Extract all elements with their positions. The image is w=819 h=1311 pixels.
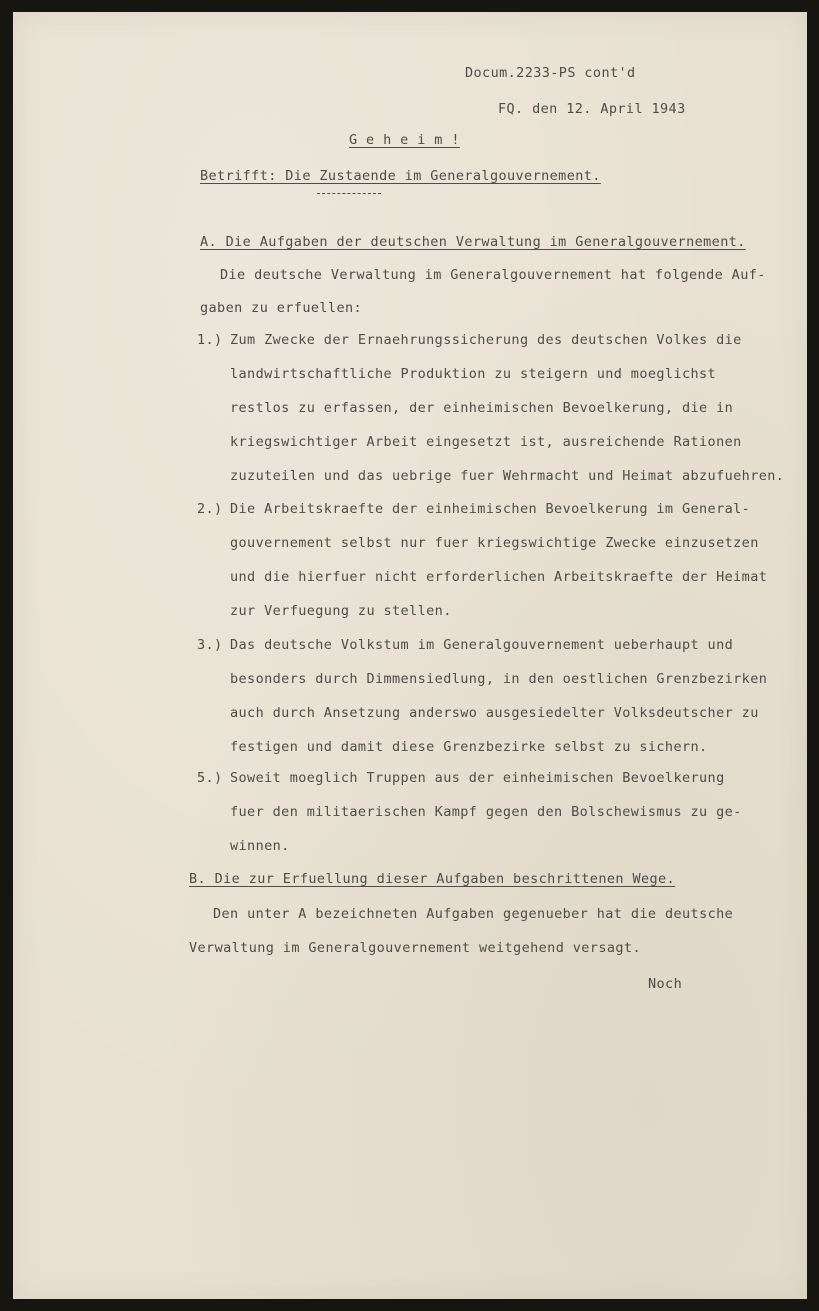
section-a-heading: A. Die Aufgaben der deutschen Verwaltung im Generalgouvernement. bbox=[200, 234, 746, 250]
list-item-line: besonders durch Dimmensiedlung, in den oestlichen Grenzbezirken bbox=[230, 671, 768, 687]
document-reference: Docum.2233-PS cont'd bbox=[465, 65, 636, 81]
section-b-body-line: Den unter A bezeichneten Aufgaben gegenueber hat die deutsche bbox=[213, 906, 734, 922]
section-b-body-line: Verwaltung im Generalgouvernement weitgehend versagt. bbox=[189, 940, 641, 956]
list-item-line: Soweit moeglich Truppen aus der einheimischen Bevoelkerung bbox=[230, 770, 725, 786]
list-item-line: Zum Zwecke der Ernaehrungssicherung des deutschen Volkes die bbox=[230, 332, 742, 348]
list-item-line: landwirtschaftliche Produktion zu steigern und moeglichst bbox=[230, 366, 717, 382]
classification-stamp: G e h e i m ! bbox=[349, 132, 460, 148]
section-b-heading: B. Die zur Erfuellung dieser Aufgaben beschrittenen Wege. bbox=[189, 871, 676, 887]
list-item-line: und die hierfuer nicht erforderlichen Arbeitskraefte der Heimat bbox=[230, 569, 768, 585]
date-line: FQ. den 12. April 1943 bbox=[498, 101, 686, 117]
list-item-number: 3.) bbox=[197, 637, 223, 653]
list-item-line: gouvernement selbst nur fuer kriegswichtige Zwecke einzusetzen bbox=[230, 535, 759, 551]
list-item-line: Die Arbeitskraefte der einheimischen Bevoelkerung im General- bbox=[230, 501, 751, 517]
list-item-line: winnen. bbox=[230, 838, 290, 854]
divider-rule bbox=[317, 193, 381, 194]
document-sheet bbox=[13, 12, 807, 1299]
list-item-line: fuer den militaerischen Kampf gegen den Bolschewismus zu ge- bbox=[230, 804, 742, 820]
continuation-word: Noch bbox=[648, 976, 683, 992]
subject-line: Betrifft: Die Zustaende im Generalgouvernement. bbox=[200, 168, 601, 184]
list-item-line: auch durch Ansetzung anderswo ausgesiedelter Volksdeutscher zu bbox=[230, 705, 759, 721]
list-item-number: 2.) bbox=[197, 501, 223, 517]
list-item-line: kriegswichtiger Arbeit eingesetzt ist, ausreichende Rationen bbox=[230, 434, 742, 450]
section-a-intro-line: gaben zu erfuellen: bbox=[200, 300, 363, 316]
list-item-line: zuzuteilen und das uebrige fuer Wehrmacht und Heimat abzufuehren. bbox=[230, 468, 785, 484]
list-item-line: festigen und damit diese Grenzbezirke selbst zu sichern. bbox=[230, 739, 708, 755]
list-item-line: zur Verfuegung zu stellen. bbox=[230, 603, 452, 619]
list-item-line: restlos zu erfassen, der einheimischen Bevoelkerung, die in bbox=[230, 400, 734, 416]
list-item-number: 1.) bbox=[197, 332, 223, 348]
list-item-number: 5.) bbox=[197, 770, 223, 786]
section-a-intro-line: Die deutsche Verwaltung im Generalgouvernement hat folgende Auf- bbox=[220, 267, 766, 283]
list-item-line: Das deutsche Volkstum im Generalgouvernement ueberhaupt und bbox=[230, 637, 734, 653]
